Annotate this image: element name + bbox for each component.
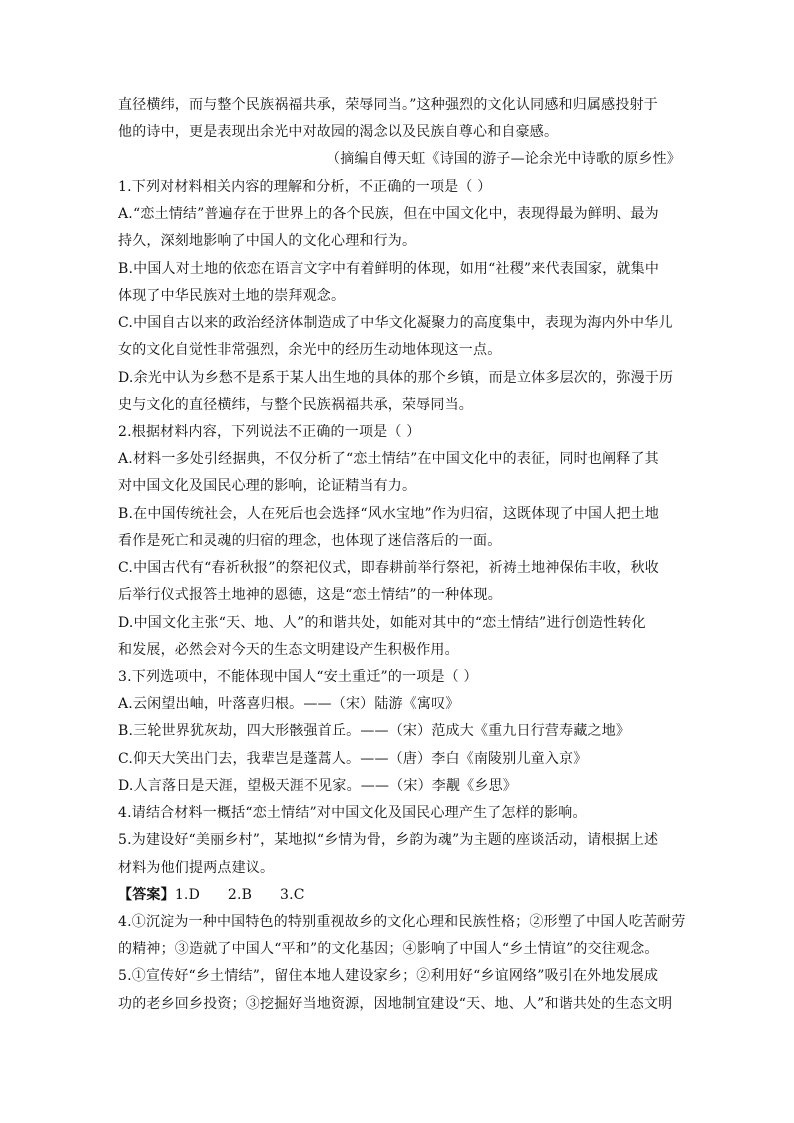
option-line: 体现了中华民族对土地的崇拜观念。 xyxy=(118,288,346,304)
question-2-stem: 2.根据材料内容，下列说法不正确的一项是（ ） xyxy=(118,424,421,440)
option-line: 对中国文化及国民心理的影响，论证精当有力。 xyxy=(118,478,417,494)
option-line: 看作是死亡和灵魂的归宿的理念，也体现了迷信落后的一面。 xyxy=(118,533,502,549)
answer-choices: 1.D 2.B 3.C xyxy=(174,887,305,903)
answer-5-line: 功的老乡回乡投资；③挖掘好当地资源，因地制宜建设“天、地、人”和谐共处的生态文明 xyxy=(118,996,673,1012)
option-line: 和发展，必然会对今天的生态文明建设产生积极作用。 xyxy=(118,642,459,658)
passage-line: 他的诗中，更是表现出余光中对故园的渴念以及民族自尊心和自豪感。 xyxy=(118,124,559,140)
answer-line xyxy=(118,885,678,905)
question-5-stem: 材料为他们提两点建议。 xyxy=(118,860,275,876)
option-line: D.余光中认为乡愁不是系于某人出生地的具体的那个乡镇，而是立体多层次的，弥漫于历 xyxy=(118,370,674,386)
option-line: D.中国文化主张“天、地、人”的和谐共处，如能对其中的“恋土情结”进行创造性转化 xyxy=(118,615,646,631)
answer-5-line: 5.①宣传好“乡土情结”，留住本地人建设家乡；②利用好“乡谊网络”吸引在外地发展成 xyxy=(118,968,659,984)
option-line: C.中国自古以来的政治经济体制造成了中华文化凝聚力的高度集中，表现为海内外中华儿 xyxy=(118,315,673,331)
option-line: C.仰天大笑出门去，我辈岂是蓬蒿人。——（唐）李白《南陵别儿童入京》 xyxy=(118,751,588,767)
answer-tag: 【答案】 xyxy=(118,887,175,903)
answer-4-line: 4.①沉淀为一种中国特色的特别重视故乡的文化心理和民族性格；②形塑了中国人吃苦耐劳 xyxy=(118,914,686,930)
option-line: B.在中国传统社会，人在死后也会选择“风水宝地”作为归宿，这既体现了中国人把土地 xyxy=(118,506,660,522)
option-line: 持久，深刻地影响了中国人的文化心理和行为。 xyxy=(118,233,417,249)
option-line: 后举行仪式报答土地神的恩德，这是“恋土情结”的一种体现。 xyxy=(118,587,502,603)
question-4-stem: 4.请结合材料一概括“恋土情结”对中国文化及国民心理产生了怎样的影响。 xyxy=(118,805,587,821)
option-line: B.三轮世界犹灰劫，四大形骸强首丘。——（宋）范成大《重九日行营寿藏之地》 xyxy=(118,723,631,739)
option-line: B.中国人对土地的依恋在语言文字中有着鲜明的体现，如用“社稷”来代表国家，就集中 xyxy=(118,261,660,277)
question-5-stem: 5.为建设好“美丽乡村”，某地拟“乡情为骨，乡韵为魂”为主题的座谈活动，请根据上述 xyxy=(118,832,659,848)
option-line: A.材料一多处引经据典，不仅分析了“恋土情结”在中国文化中的表征，同时也阐释了其 xyxy=(118,451,659,467)
source-citation: （摘编自傅天虹《诗国的游子—论余光中诗歌的原乡性》 xyxy=(326,151,681,167)
question-3-stem: 3.下列选项中，不能体现中国人“安土重迁”的一项是（ ） xyxy=(118,669,478,685)
option-line: A.云闲望出岫，叶落喜归根。——（宋）陆游《寓叹》 xyxy=(118,696,460,712)
option-line: D.人言落日是天涯，望极天涯不见家。——（宋）李觏《乡思》 xyxy=(118,778,517,794)
option-line: A.“恋土情结”普遍存在于世界上的各个民族，但在中国文化中，表现得最为鲜明、最为 xyxy=(118,206,659,222)
option-line: 史与文化的直径横纬，与整个民族祸福共承，荣辱同当。 xyxy=(118,397,473,413)
option-line: 女的文化自觉性非常强烈，余光中的经历生动地体现这一点。 xyxy=(118,342,502,358)
question-1-stem: 1.下列对材料相关内容的理解和分析，不正确的一项是（ ） xyxy=(118,179,492,195)
option-line: C.中国古代有“春祈秋报”的祭祀仪式，即春耕前举行祭祀，祈祷土地神保佑丰收，秋收 xyxy=(118,560,659,576)
answer-4-line: 的精神；③造就了中国人“平和”的文化基因；④影响了中国人“乡土情谊”的交往观念。 xyxy=(118,941,659,957)
passage-line: 直径横纬，而与整个民族祸福共承，荣辱同当。”这种强烈的文化认同感和归属感投射于 xyxy=(118,97,658,113)
